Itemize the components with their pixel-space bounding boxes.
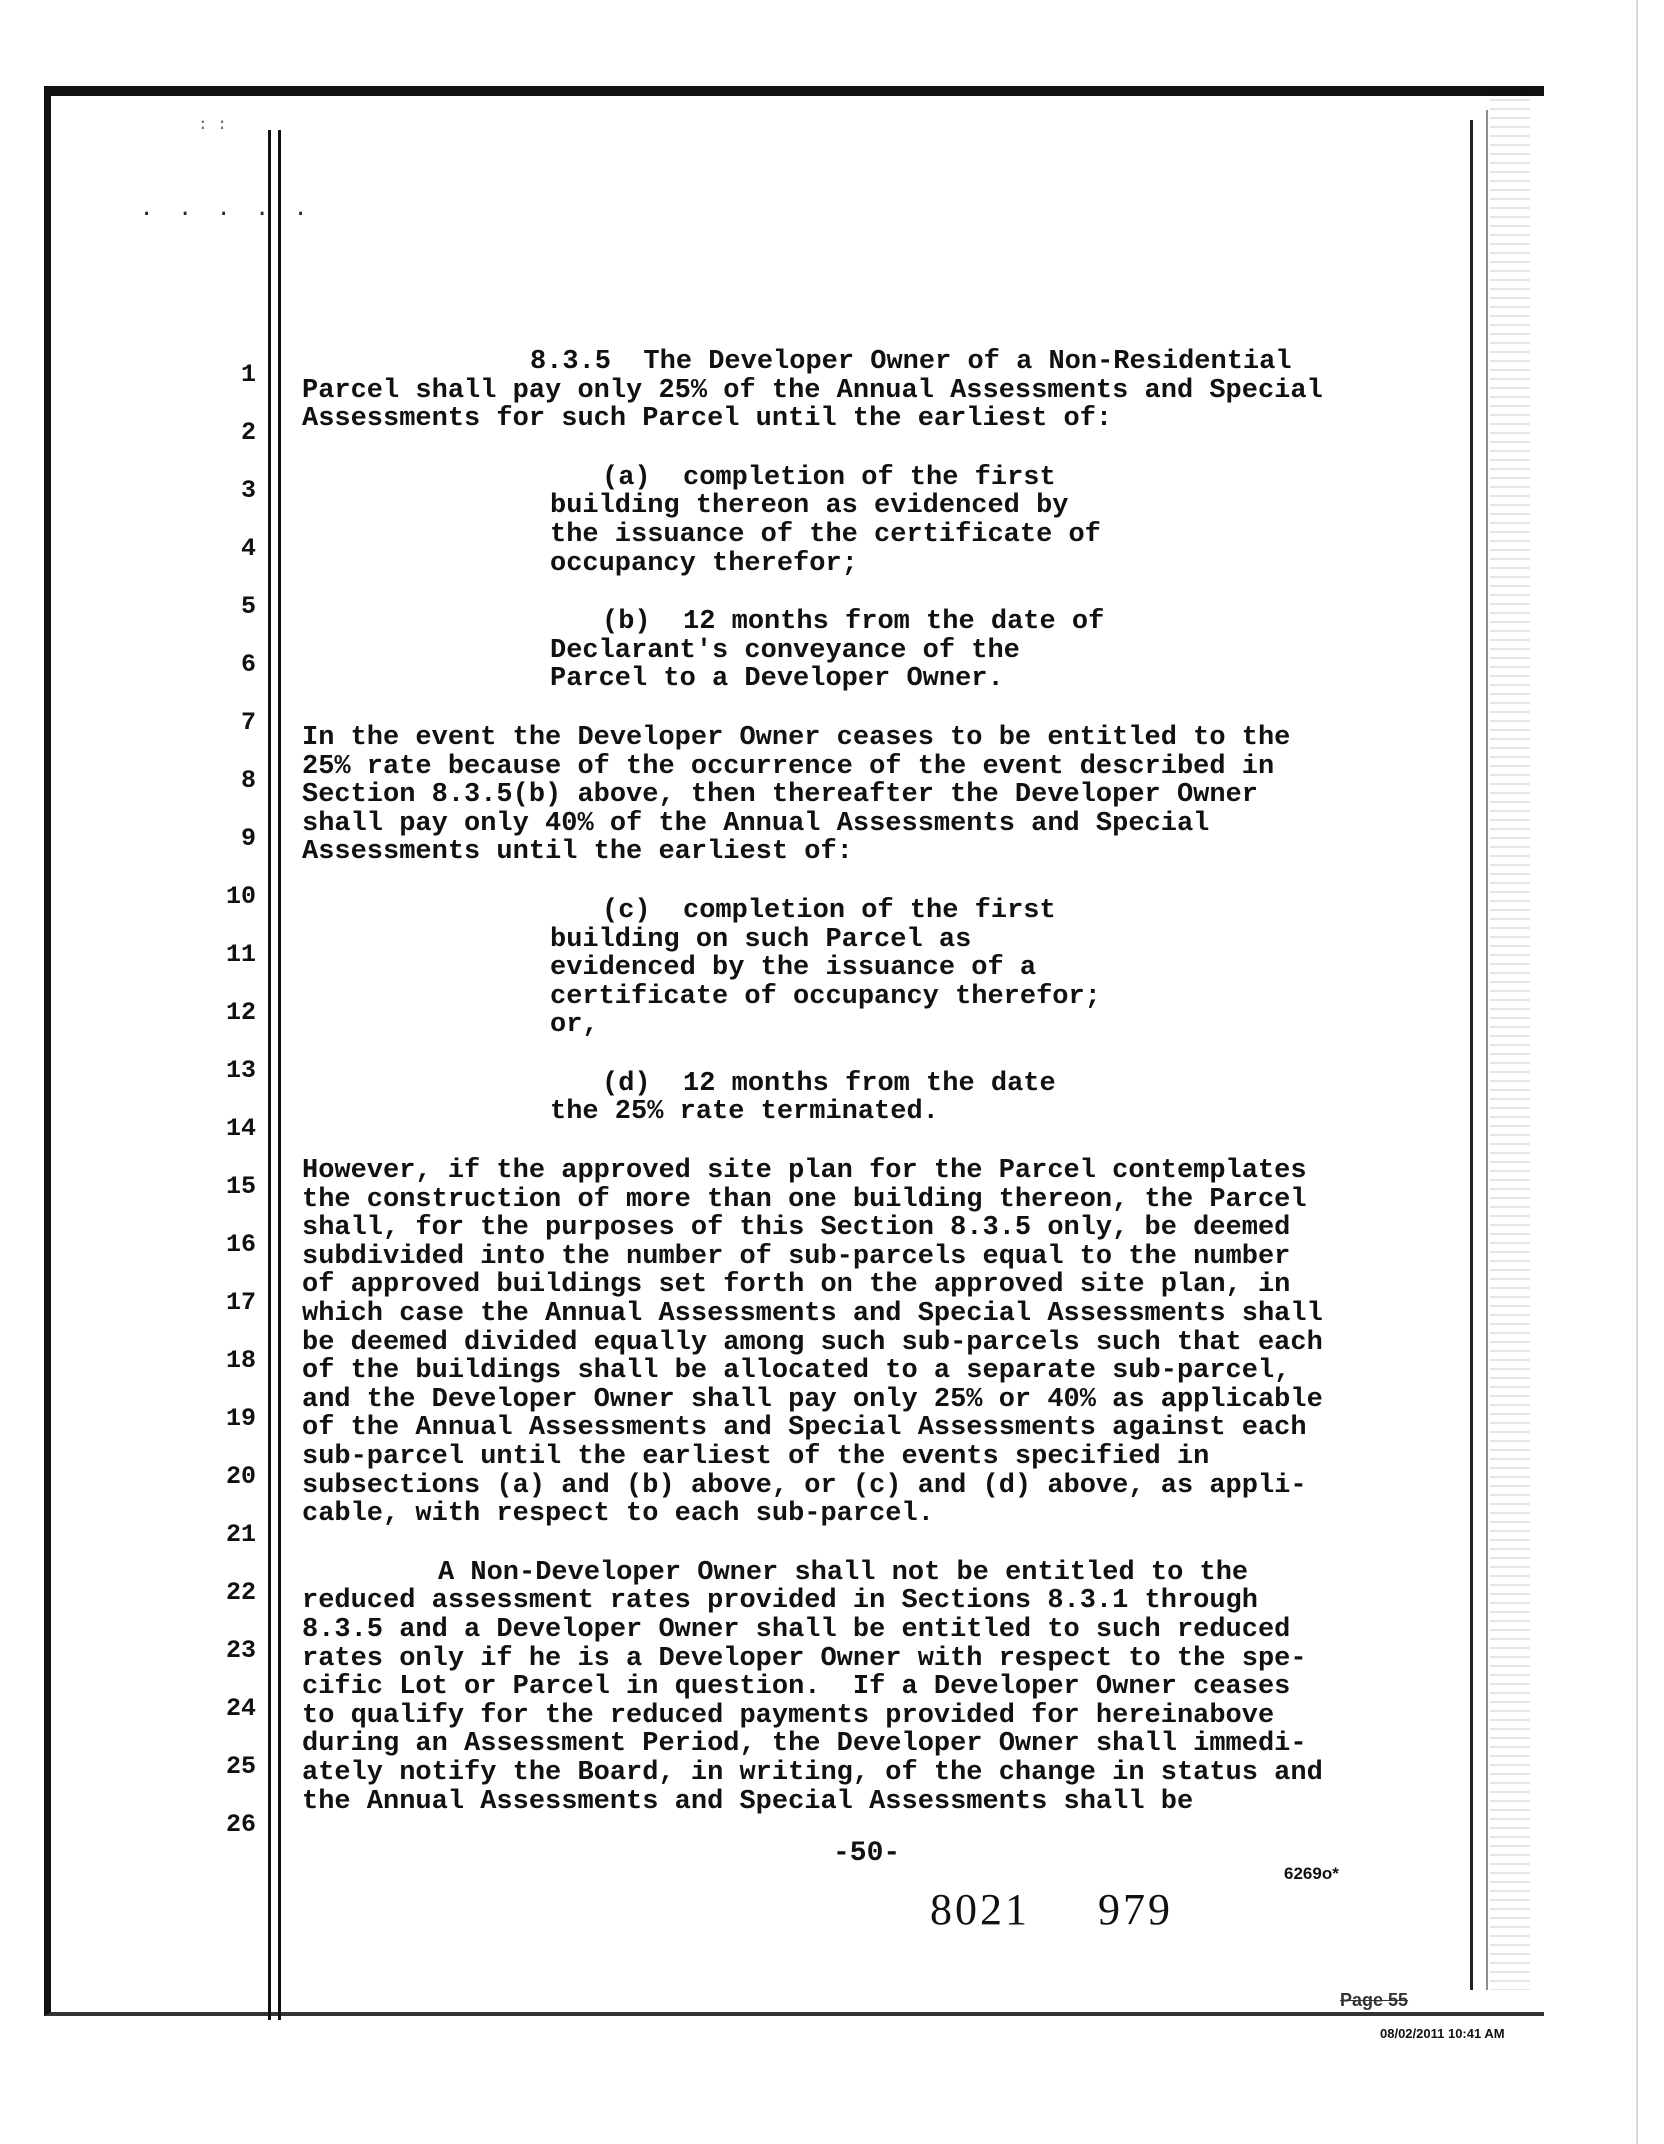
body-line: and the Developer Owner shall pay only 25% or 40% as applicable [302,1384,1323,1415]
print-timestamp: 08/02/2011 10:41 AM [1380,2026,1505,2041]
body-line: be deemed divided equally among such sub-parcels such that each [302,1327,1323,1358]
line-number: 4 [240,534,256,563]
margin-rule-left [268,130,271,2020]
item-line: Declarant's conveyance of the [550,635,1020,666]
line-number: 23 [226,1636,257,1665]
body-line: ately notify the Board, in writing, of the change in status and [302,1757,1323,1788]
body-line: of approved buildings set forth on the approved site plan, in [302,1270,1291,1301]
body-line: A Non-Developer Owner shall not be entitled to the [438,1557,1249,1588]
page-reference: 979 [1098,1885,1173,1934]
body-line: In the event the Developer Owner ceases to be entitled to the [302,722,1291,753]
item-b [550,608,1432,694]
line-number: 12 [226,998,257,1027]
body-line: sub-parcel until the earliest of the events specified in [302,1442,1210,1472]
item-line: occupancy therefor; [550,548,858,579]
line-number: 19 [226,1404,257,1433]
body-line: of the buildings shall be allocated to a separate sub-parcel, [302,1356,1291,1387]
body-line: cable, with respect to each sub-parcel. [302,1499,934,1530]
scan-dots-mark: . . . . . [140,196,314,221]
item-line: certificate of occupancy therefor; [550,981,1101,1012]
body-line: Assessments for such Parcel until the earliest of: [302,404,1113,435]
item-a [550,464,1432,578]
item-line: building on such Parcel as [550,924,972,955]
body-line: the construction of more than one building thereon, the Parcel [302,1184,1307,1215]
line-number: 15 [226,1172,257,1201]
item-line: evidenced by the issuance of a [550,953,1037,984]
item-line: (b) 12 months from the date of [602,607,1105,638]
scan-mark: : : [198,114,227,133]
line-number: 24 [226,1694,257,1723]
line-number: 13 [226,1056,257,1085]
body-line: shall, for the purposes of this Section 8.3.5 only, be deemed [302,1213,1291,1244]
document-body [302,348,1432,1816]
line-number: 18 [226,1346,257,1375]
body-line: of the Annual Assessments and Special Assessments against each [302,1413,1307,1444]
line-number: 1 [240,360,256,389]
document-code: 6269o* [1284,1864,1339,1883]
body-line: reduced assessment rates provided in Sections 8.3.1 through [302,1586,1258,1617]
line-number: 25 [226,1752,257,1781]
item-line: Parcel to a Developer Owner. [550,664,1004,695]
line-number: 17 [226,1288,257,1317]
body-line: 8.3.5 and a Developer Owner shall be entitled to such reduced [302,1614,1291,1645]
body-line: to qualify for the reduced payments provided for hereinabove [302,1700,1275,1731]
line-number: 2 [240,418,256,447]
scan-noise-edge [1490,90,1530,1990]
section-8-3-5 [302,348,1432,434]
body-line: during an Assessment Period, the Developer Owner shall immedi- [302,1729,1307,1760]
page-number: -50- [833,1838,901,1869]
line-number: 11 [226,940,257,969]
paragraph-event [302,724,1432,867]
body-line: subsections (a) and (b) above, or (c) and (d) above, as appli- [302,1470,1307,1501]
line-number: 20 [226,1462,257,1491]
section-heading-line: 8.3.5 The Developer Owner of a Non-Residential [530,347,1292,377]
body-line: rates only if he is a Developer Owner with respect to the spe- [302,1643,1307,1674]
line-number: 14 [226,1114,257,1143]
right-border-line [1470,120,1473,1990]
body-line: cific Lot or Parcel in question. If a Developer Owner ceases [302,1672,1291,1703]
body-line: Assessments until the earliest of: [302,837,853,868]
paragraph-non-developer [302,1559,1432,1816]
line-number: 21 [226,1520,257,1549]
item-c [550,897,1432,1040]
item-line: or, [550,1010,599,1041]
line-number: 3 [240,476,256,505]
viewer-edge [1636,0,1638,2144]
body-line: However, if the approved site plan for the Parcel contemplates [302,1156,1307,1187]
body-line: shall pay only 40% of the Annual Assessments and Special [302,808,1210,839]
body-line: the Annual Assessments and Special Assessments shall be [302,1786,1194,1817]
line-number: 6 [240,650,256,679]
item-d [550,1070,1432,1127]
line-number: 10 [226,882,257,911]
body-line: Section 8.3.5(b) above, then thereafter the Developer Owner [302,780,1258,811]
item-line: the issuance of the certificate of [550,519,1101,550]
item-line: (c) completion of the first [602,895,1056,926]
paragraph-however [302,1157,1432,1529]
margin-rule-right [278,130,281,2020]
item-line: (d) 12 months from the date [602,1068,1056,1099]
line-number: 5 [240,592,256,621]
line-number: 16 [226,1230,257,1259]
page-stamp: Page 55 [1340,1990,1409,2010]
body-line: subdivided into the number of sub-parcels equal to the number [302,1241,1291,1272]
right-border-line-secondary [1486,110,1488,1990]
body-line: 25% rate because of the occurrence of the event described in [302,751,1275,782]
item-line: (a) completion of the first [602,462,1056,493]
item-line: the 25% rate terminated. [550,1097,939,1128]
line-number: 8 [240,766,256,795]
item-line: building thereon as evidenced by [550,491,1069,522]
line-number: 7 [240,708,256,737]
book-number: 8021 [930,1885,1030,1934]
body-line: Parcel shall pay only 25% of the Annual Assessments and Special [302,375,1323,406]
line-number: 9 [240,824,256,853]
body-line: which case the Annual Assessments and Special Assessments shall [302,1299,1323,1330]
line-number: 22 [226,1578,257,1607]
line-number: 26 [226,1810,257,1839]
